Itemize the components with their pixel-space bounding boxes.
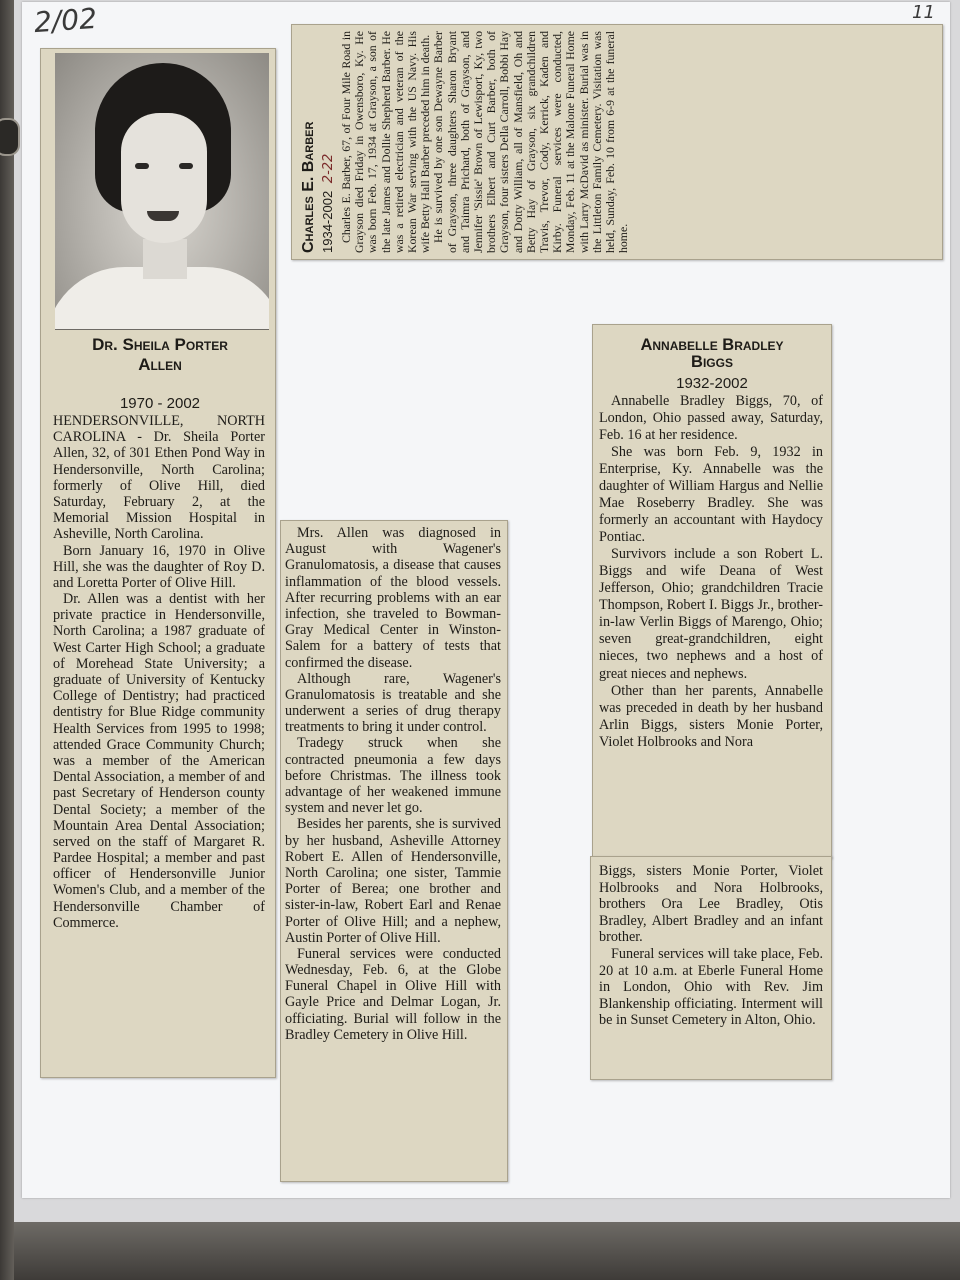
obituary-body bbox=[285, 525, 501, 1043]
portrait-photo bbox=[55, 53, 269, 330]
obituary-years: 1932-2002 bbox=[676, 375, 748, 392]
paragraph: Funeral services will take place, Feb. 20 at 10 a.m. at Eberle Funeral Home in London, Ohio with Rev. Jim Blankenship officiating. Interment will be in Sunset Cemetery in Alton, Ohio. bbox=[599, 946, 823, 1029]
obituary-clipping-biggs-continued bbox=[590, 856, 832, 1080]
paragraph: Mrs. Allen was diagnosed in August with Wagener's Granulomatosis, a disease that causes inflammation of the blood vessels. After recurring problems with an ear infection, she traveled to Bowman-Gray Medical Center in Winston-Salem for a battery of tests that confirmed the disease. bbox=[285, 525, 501, 671]
obituary-title bbox=[51, 335, 269, 374]
obituary-body bbox=[599, 393, 823, 751]
handwritten-date-note: 2/02 bbox=[32, 1, 98, 40]
paragraph: Besides her parents, she is survived by her husband, Asheville Attorney Robert E. Allen of Hendersonville, North Carolina; one sister, Tammie Porter of Berea; one brother and sister-in-law, Robert Earl and Renae Porter of Olive Hill; and a nephew, Austin Porter of Olive Hill. bbox=[285, 816, 501, 946]
binder-background bbox=[14, 1222, 960, 1280]
obituary-body bbox=[53, 413, 265, 931]
paragraph: Born January 16, 1970 in Olive Hill, she was the daughter of Roy D. and Loretta Porter of Olive Hill. bbox=[53, 542, 265, 591]
paragraph: HENDERSONVILLE, NORTH CAROLINA - Dr. Sheila Porter Allen, 32, of 301 Ethen Pond Way in Hendersonville, North Carolina; formerly of Olive Hill, died Saturday, February 2, at the Memorial Mission Hospital in Asheville, North Carolina. bbox=[53, 413, 265, 543]
paragraph: Funeral services were conducted Wednesday, Feb. 6, at the Globe Funeral Chapel in Olive Hill with Gayle Price and Delmar Logan, Jr. officiating. Burial will follow in the Bradley Cemetery in Olive Hill. bbox=[285, 945, 501, 1043]
paragraph: Survivors include a son Robert L. Biggs and wife Deana of West Jefferson, Ohio; grandchildren Tracie Thompson, Robert I. Biggs Jr., brother-in-law Verlin Biggs of Marengo, Ohio; seven great-grandchildren, eight nieces, two nephews and a host of great nieces and nephews. bbox=[599, 546, 823, 682]
obituary-years: 1970 - 2002 bbox=[119, 395, 201, 412]
title-line: Biggs bbox=[691, 352, 733, 371]
paragraph: Although rare, Wagener's Granulomatosis is treatable and she underwent a series of drug therapy treatments to bring it under control. bbox=[285, 670, 501, 736]
title-line: Allen bbox=[138, 354, 182, 374]
handwritten-page-number: 11 bbox=[912, 2, 935, 23]
paragraph: He is survived by one son Dewayne Barber of Grayson, three daughters Sharon Bryant and Taimra Prichard, both of Grayson, and Jennifer 'Sissie' Brown of Lewisport, Ky, two brothers Elbert and Curt Barber, both of Grayson, four sisters Della Carroll, Bobbi Hay and Dotty William, all of Mansfield, Oh and Betty Hay of Grayson, six grandchildren Travis, Trevor, Cody, Kerrick, Kaden and Kirby. Funeral services were conducted, Monday, Feb. 11 at the Malone Funeral Home with Larry McDavid as minister. Burial was in the Littleton Family Cemetery. Visitation was held, Sunday, Feb. 10 from 6-9 at the funeral home. bbox=[431, 31, 631, 253]
years-text: 1934-2002 bbox=[320, 190, 335, 253]
obituary-years bbox=[320, 31, 336, 253]
handwritten-date: 2-22 bbox=[321, 153, 336, 184]
paragraph: Dr. Allen was a dentist with her private practice in Hendersonville, North Carolina; a 1987 graduate of West Carter High School; a graduate of Morehead State University; a graduate of University of Kentucky College of Dentistry; had practiced dentistry for Blue Ridge community Health Services from 1995 to 1998; attended Grace Community Church; was a member of the American Dental Association, a member of and past Secretary of Henderson county Dental Society; a member of the Mountain Area Dental Association; served on the staff of Margaret R. Pardee Hospital; a member and past officer of Hendersonville Junior Women's Club, and a member of the Hendersonville Chamber of Commerce. bbox=[53, 591, 265, 931]
obituary-title bbox=[599, 337, 825, 371]
obituary-body bbox=[599, 863, 823, 1029]
obituary-body bbox=[340, 31, 630, 253]
title-line: Dr. Sheila Porter bbox=[92, 335, 228, 354]
obituary-clipping-biggs bbox=[592, 324, 832, 858]
rotated-clipping-content bbox=[292, 25, 942, 259]
paragraph: Annabelle Bradley Biggs, 70, of London, Ohio passed away, Saturday, Feb. 16 at her residence. bbox=[599, 393, 823, 444]
paragraph: She was born Feb. 9, 1932 in Enterprise, Ky. Annabelle was the daughter of William Hargus and Nellie Mae Roseberry Bradley. She was formerly an accountant with Haydocy Pontiac. bbox=[599, 444, 823, 546]
paragraph: Biggs, sisters Monie Porter, Violet Holbrooks and Nora Holbrooks, brothers Ora Lee Bradley, Otis Bradley, Albert Bradley and an infant brother. bbox=[599, 863, 823, 946]
title-line: Annabelle Bradley bbox=[640, 336, 784, 354]
obituary-clipping-allen-continued bbox=[280, 520, 508, 1182]
paragraph: Other than her parents, Annabelle was preceded in death by her husband Arlin Biggs, sisters Monie Porter, Violet Holbrooks and Nora bbox=[599, 682, 823, 750]
obituary-clipping-allen bbox=[40, 48, 276, 1078]
binder-ring bbox=[0, 118, 20, 156]
paragraph: Charles E. Barber, 67, of Four Mile Road in Grayson died Friday in Owensboro, Ky. He was born Feb. 17, 1934 at Grayson, a son of the late James and Dollie Shepherd Barber. He was a retired electrician and veteran of the Korean War serving with the US Navy. His wife Betty Hall Barber preceded him in death. bbox=[339, 31, 433, 253]
paragraph: Tradegy struck when she contracted pneumonia a few days before Christmas. The illness took advantage of her weakened immune system and never let go. bbox=[285, 735, 501, 817]
obituary-title: Charles E. Barber bbox=[300, 121, 317, 253]
obituary-clipping-barber bbox=[291, 24, 943, 260]
